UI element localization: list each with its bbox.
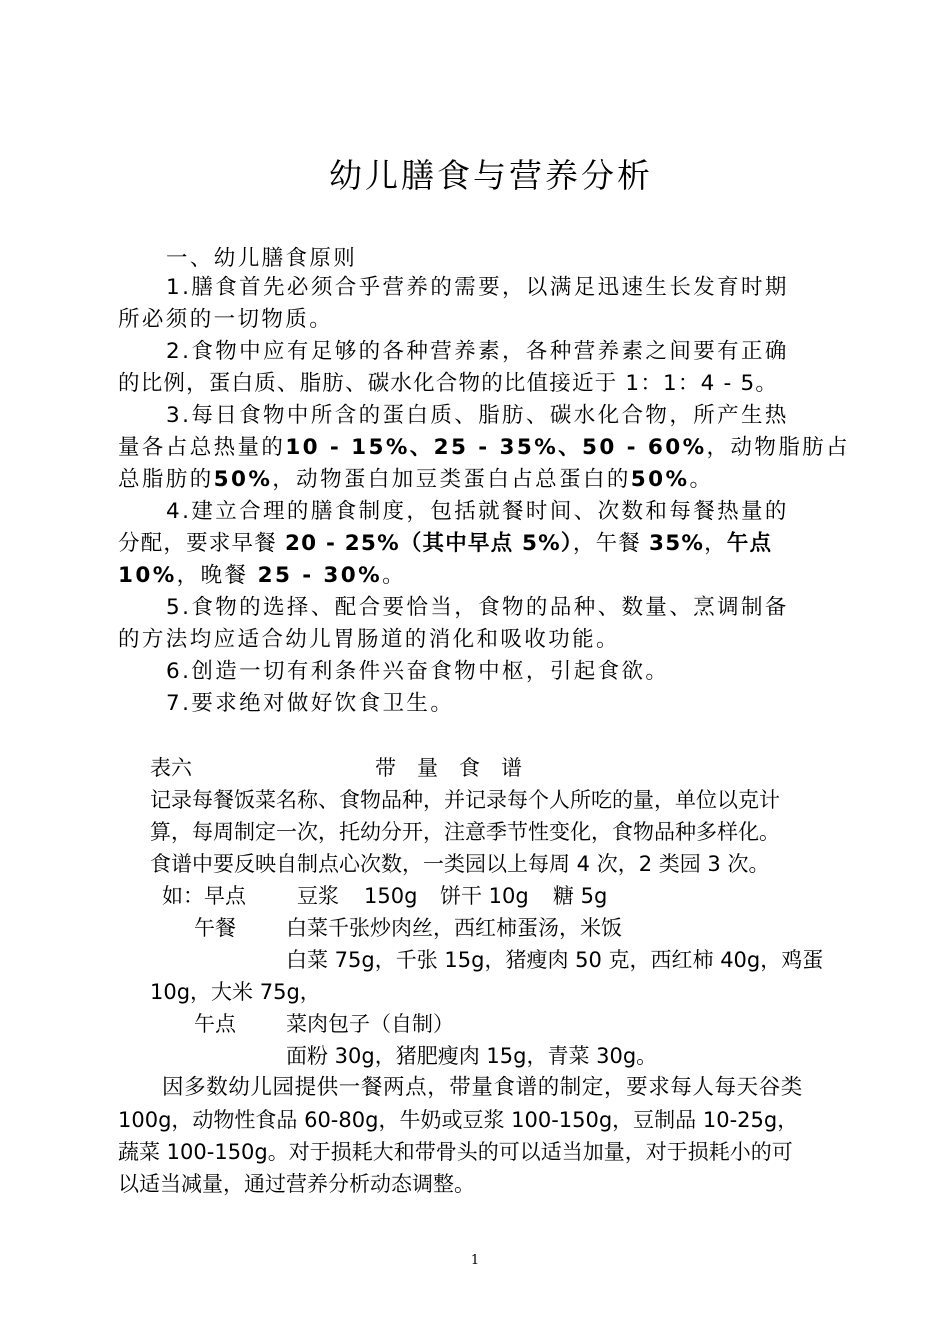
breakfast-label: 早点 xyxy=(204,884,246,908)
principle-4-line-3 xyxy=(118,560,406,592)
table-desc-line-2: 算，每周制定一次，托幼分开，注意季节性变化，食物品种多样化。 xyxy=(150,820,780,844)
closing-line-2: 100g，动物性食品 60-80g，牛奶或豆浆 100-150g，豆制品 10-25g， xyxy=(118,1108,799,1132)
page-number: 1 xyxy=(470,1253,480,1268)
text: 量各占总热量的 xyxy=(118,435,286,460)
text: 总脂肪的 xyxy=(118,467,214,492)
lunch-label: 午餐 xyxy=(194,916,236,940)
page-title: 幼儿膳食与营养分析 xyxy=(329,156,653,195)
text: 分配，要求早餐 xyxy=(118,531,277,556)
table-label: 表六 xyxy=(150,756,192,780)
text: ，动物脂肪占 xyxy=(706,435,850,460)
principle-1-line-1: 1.膳食首先必须合乎营养的需要，以满足迅速生长发育时期 xyxy=(166,275,789,300)
dinner-ratio: 25 - 30% xyxy=(257,563,383,588)
principle-2-line-2: 的比例，蛋白质、脂肪、碳水化合物的比值接近于 1：1：4 - 5。 xyxy=(118,371,779,396)
principle-6: 6.创造一切有利条件兴奋食物中枢，引起食欲。 xyxy=(166,659,670,684)
principle-4-line-1: 4.建立合理的膳食制度，包括就餐时间、次数和每餐热量的 xyxy=(166,499,789,524)
table-name: 带 量 食 谱 xyxy=(375,756,522,780)
snack-ratio: 10% xyxy=(118,563,177,588)
lunch-amounts-line-1: 白菜 75g，千张 15g，猪瘦肉 50 克，西红柿 40g，鸡蛋 xyxy=(286,948,824,972)
breakfast-item-3: 饼干 10g xyxy=(440,884,529,908)
principle-3-line-2 xyxy=(118,432,850,464)
fat-ratio: 50% xyxy=(213,467,273,492)
snack-amounts: 面粉 30g，猪肥瘦肉 15g，青菜 30g。 xyxy=(286,1044,658,1068)
snack-label: 午点 xyxy=(726,531,773,556)
energy-ratio: 10 - 15%、25 - 35%、50 - 60% xyxy=(285,435,707,460)
lunch-ratio: 35% xyxy=(649,531,705,556)
breakfast-item-4: 糖 5g xyxy=(553,884,608,908)
principle-3-line-1: 3.每日食物中所含的蛋白质、脂肪、碳水化合物，所产生热 xyxy=(166,403,789,428)
snack-dish: 菜肉包子（自制） xyxy=(286,1012,454,1036)
snack-label: 午点 xyxy=(194,1012,236,1036)
text: ，午餐 xyxy=(572,531,641,556)
lunch-amounts-line-2: 10g，大米 75g， xyxy=(150,980,321,1004)
text: 。 xyxy=(689,467,714,492)
principle-2-line-1: 2.食物中应有足够的各种营养素，各种营养素之间要有正确 xyxy=(166,339,789,364)
closing-line-4: 以适当减量，通过营养分析动态调整。 xyxy=(118,1172,475,1196)
protein-ratio: 50% xyxy=(630,467,690,492)
breakfast-ratio: 20 - 25%（其中早点 5%） xyxy=(284,531,573,556)
principle-1-line-2: 所必须的一切物质。 xyxy=(118,307,334,332)
breakfast-item-1: 豆浆 xyxy=(297,884,339,908)
closing-line-1: 因多数幼儿园提供一餐两点，带量食谱的制定，要求每人每天谷类 xyxy=(162,1075,803,1100)
lunch-dishes: 白菜千张炒肉丝，西红柿蛋汤，米饭 xyxy=(286,916,622,940)
principle-5-line-2: 的方法均应适合幼儿胃肠道的消化和吸收功能。 xyxy=(118,627,620,652)
table-desc-line-1: 记录每餐饭菜名称、食物品种，并记录每个人所吃的量，单位以克计 xyxy=(150,788,780,812)
section-heading: 一、幼儿膳食原则 xyxy=(166,246,358,271)
text: ，晚餐 xyxy=(176,563,249,588)
breakfast-item-2: 150g xyxy=(364,884,418,908)
principle-4-line-2 xyxy=(118,528,772,560)
example-prefix: 如： xyxy=(162,884,204,908)
text: ，动物蛋白加豆类蛋白占总蛋白的 xyxy=(272,467,631,492)
table-desc-line-3: 食谱中要反映自制点心次数，一类园以上每周 4 次，2 类园 3 次。 xyxy=(150,852,770,876)
principle-5-line-1: 5.食物的选择、配合要恰当，食物的品种、数量、烹调制备 xyxy=(166,595,789,620)
closing-line-3: 蔬菜 100-150g。对于损耗大和带骨头的可以适当加量，对于损耗小的可 xyxy=(118,1140,793,1164)
principle-3-line-3 xyxy=(118,464,713,496)
principle-7: 7.要求绝对做好饮食卫生。 xyxy=(166,691,455,716)
text: ， xyxy=(704,531,727,556)
text: 。 xyxy=(382,563,406,588)
